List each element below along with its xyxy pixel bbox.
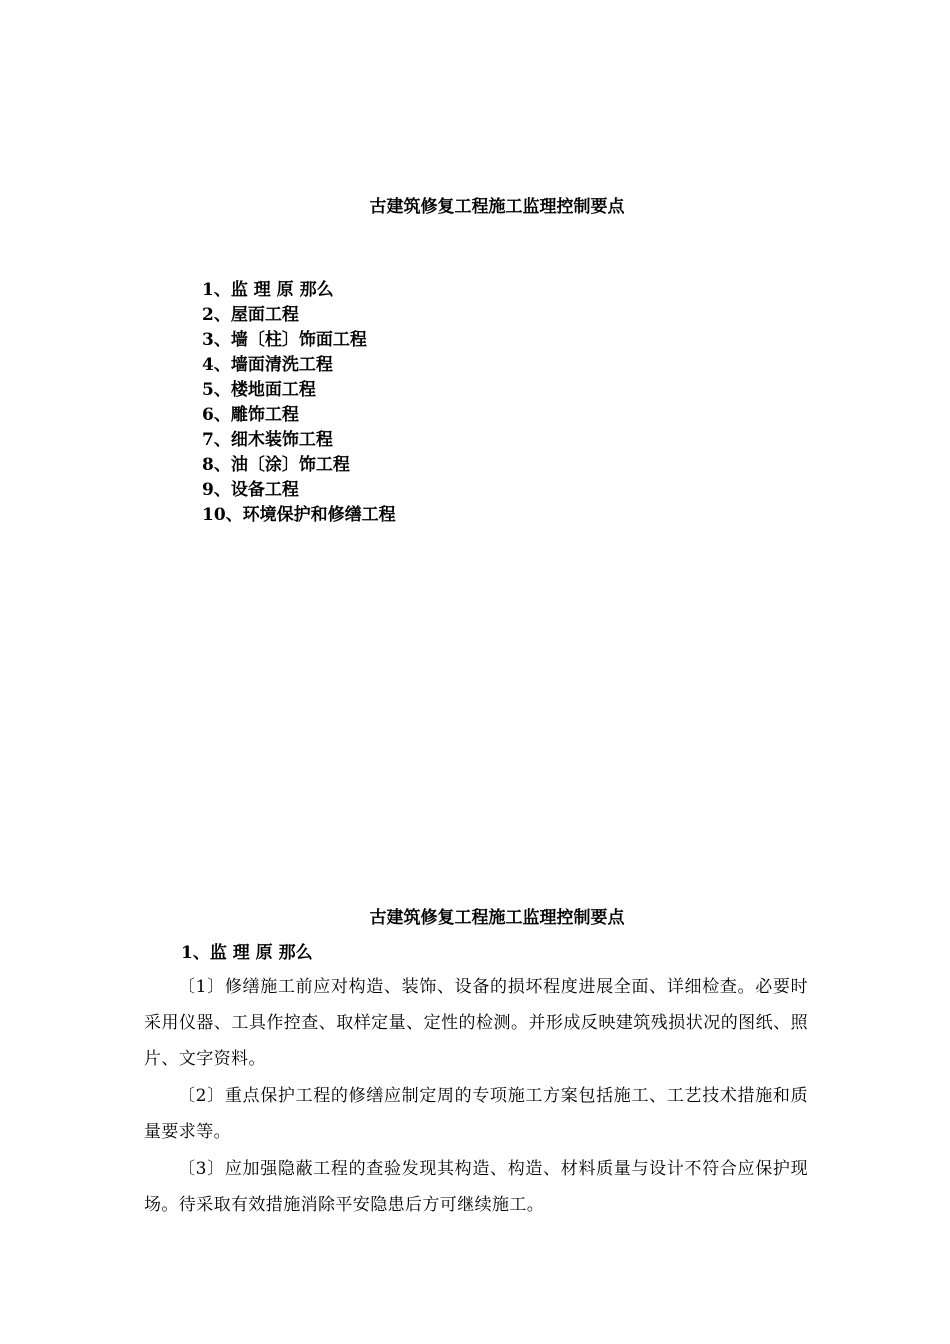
section-heading: 1、监 理 原 那么 [181, 943, 313, 963]
toc-item: 2、屋面工程 [202, 305, 299, 325]
toc-item: 8、油〔涂〕饰工程 [202, 455, 350, 475]
toc-item: 4、墙面清洗工程 [202, 355, 333, 375]
toc-item: 1、监 理 原 那么 [202, 280, 334, 300]
toc-item: 7、细木装饰工程 [202, 430, 333, 450]
toc-item: 6、雕饰工程 [202, 405, 299, 425]
body-paragraph: 〔3〕应加强隐蔽工程的查验发现其构造、构造、材料质量与设计不符合应保护现场。待采取有效措施消除平安隐患后方可继续施工。 [144, 1159, 808, 1215]
toc-item: 5、楼地面工程 [202, 380, 316, 400]
body-paragraph: 〔1〕修缮施工前应对构造、装饰、设备的损坏程度进展全面、详细检查。必要时采用仪器、工具作控查、取样定量、定性的检测。并形成反映建筑残损状况的图纸、照片、文字资料。 [144, 977, 808, 1069]
toc-item: 3、墙〔柱〕饰面工程 [202, 330, 367, 350]
toc-item: 10、环境保护和修缮工程 [202, 505, 396, 525]
toc-item: 9、设备工程 [202, 480, 299, 500]
document-title: 古建筑修复工程施工监理控制要点 [369, 197, 625, 217]
section-title: 古建筑修复工程施工监理控制要点 [369, 908, 625, 928]
body-paragraph: 〔2〕重点保护工程的修缮应制定周的专项施工方案包括施工、工艺技术措施和质量要求等。 [144, 1086, 808, 1142]
table-of-contents [202, 278, 396, 528]
